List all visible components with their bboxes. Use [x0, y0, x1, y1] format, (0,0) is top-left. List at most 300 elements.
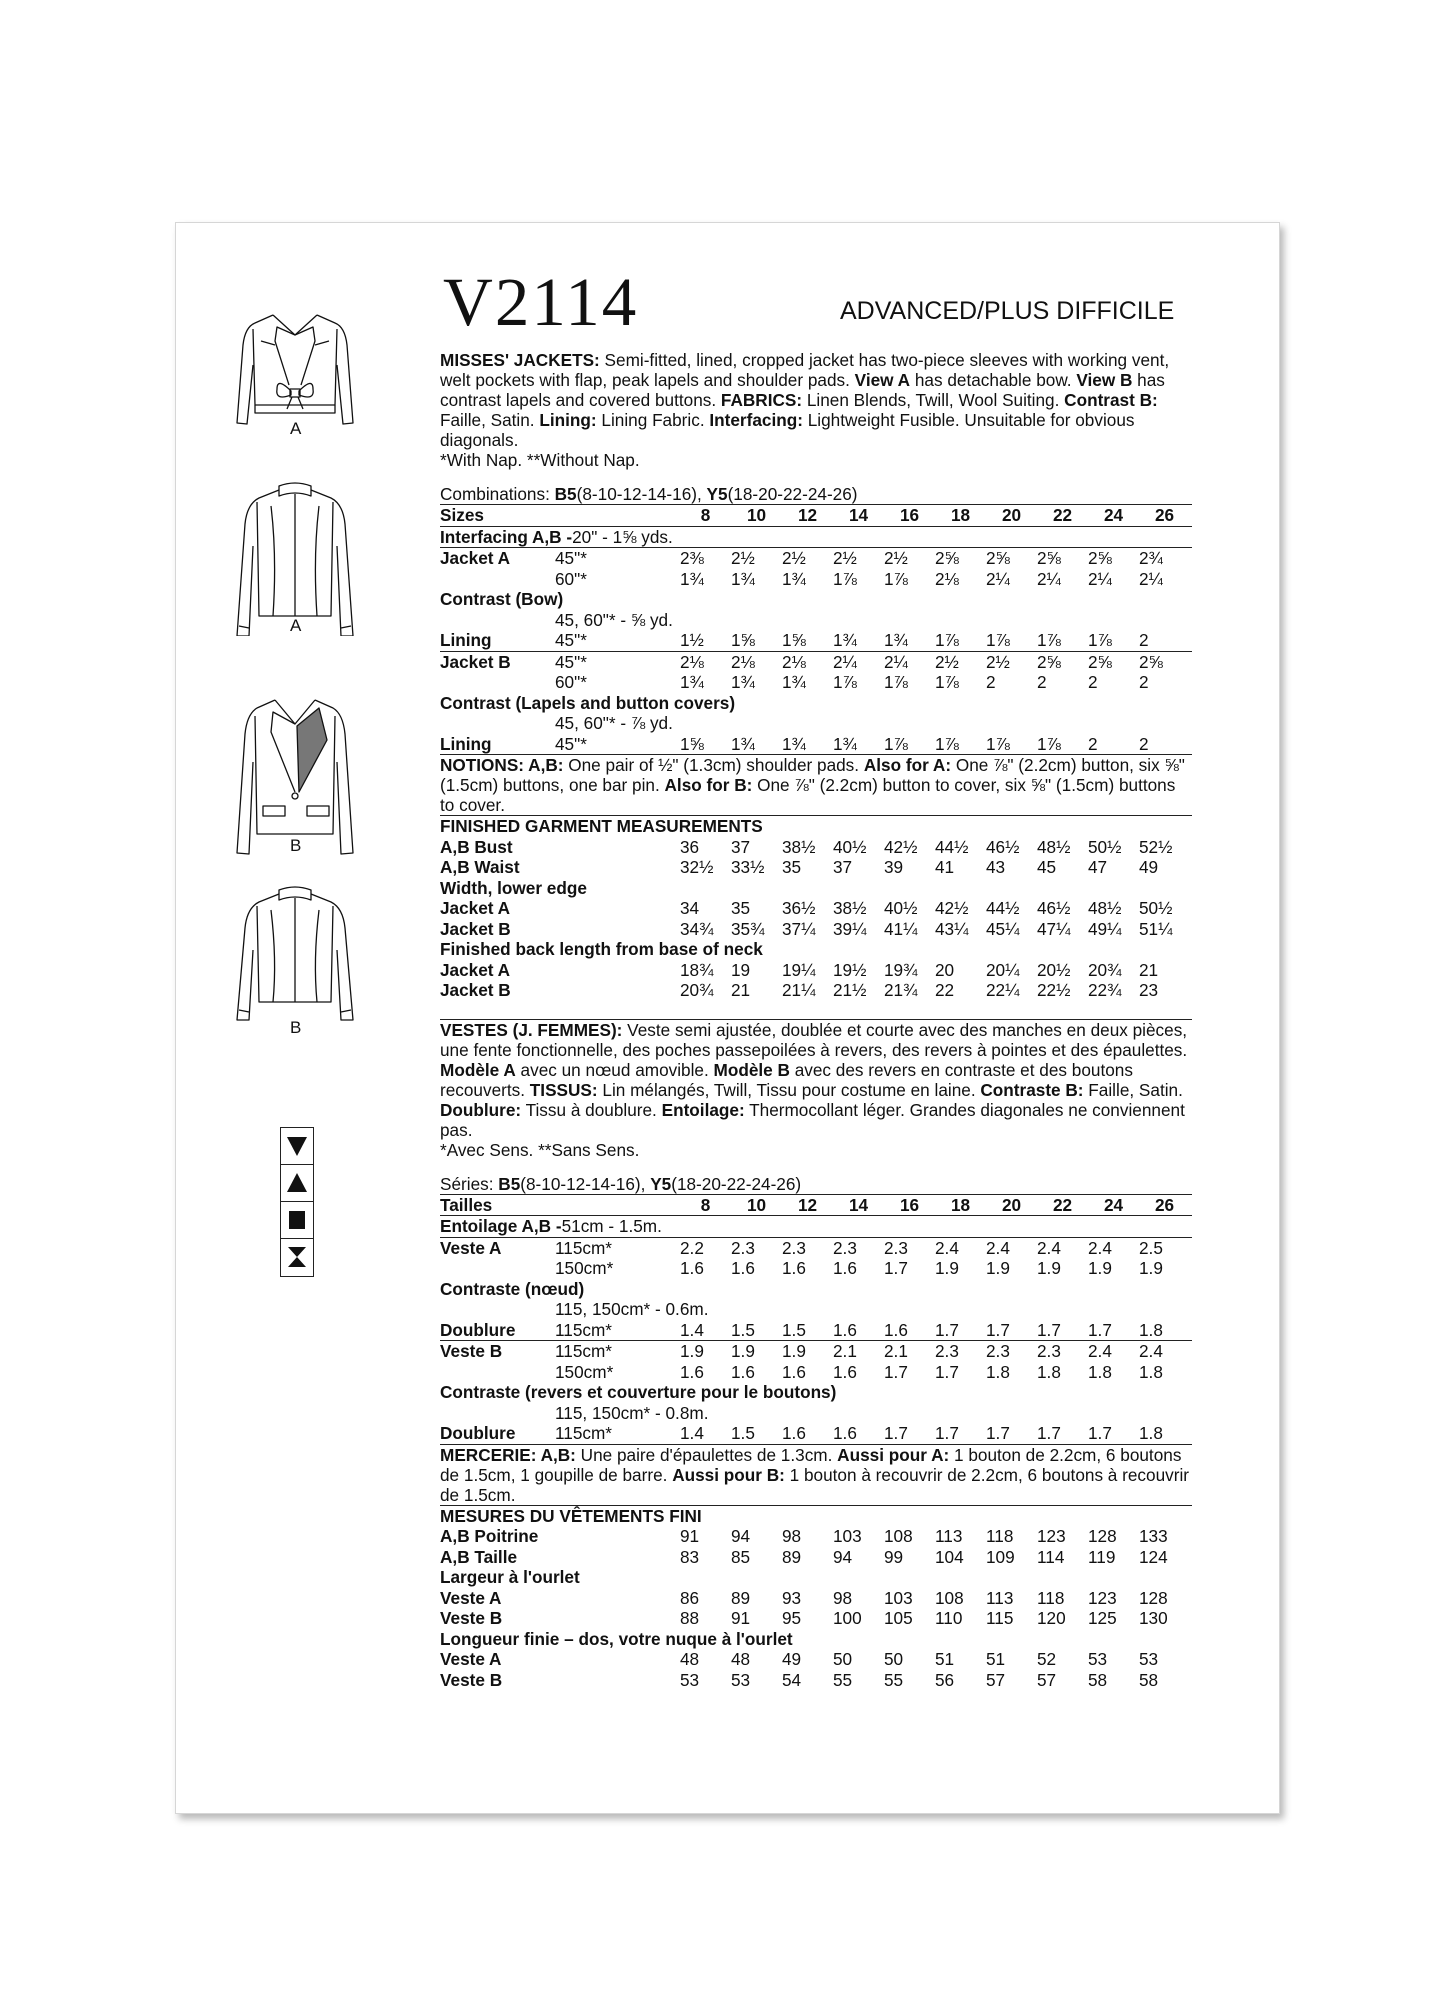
- yardage-cell: 2: [1139, 672, 1149, 692]
- measurement-cell: 48: [680, 1649, 700, 1669]
- nap-note: *Avec Sens. **Sans Sens.: [440, 1139, 640, 1160]
- yardage-label: Jacket A: [440, 548, 511, 568]
- bold-run: MISSES' JACKETS:: [440, 350, 600, 370]
- fabric-width: 60"*: [555, 568, 587, 589]
- spacer: [555, 1526, 680, 1547]
- measurement-group-title: Longueur finie – dos, votre nuque à l'ourlet: [440, 1628, 793, 1649]
- bold-run: MERCERIE: A,B:: [440, 1444, 576, 1465]
- measurement-row: [440, 857, 1192, 878]
- yardage-cell: 2½: [884, 548, 908, 568]
- combination-code: Y5: [650, 1173, 672, 1194]
- spacer: [555, 1195, 680, 1216]
- yardage-cell: 1.6: [782, 1423, 806, 1443]
- size-cell: 8: [700, 505, 711, 525]
- combination-sizes: (18-20-22-24-26): [671, 1173, 802, 1194]
- yardage-cell: 1.6: [833, 1361, 857, 1382]
- yardage-cell: 1⅞: [833, 672, 857, 692]
- yardage-cell: 2.2: [680, 1237, 704, 1258]
- measurement-cell: 34¾: [680, 918, 714, 939]
- measurement-cell: 89: [782, 1546, 802, 1567]
- measurement-cell: 94: [833, 1546, 853, 1567]
- measurement-cell: 99: [884, 1546, 904, 1567]
- size-cell: 22: [1052, 505, 1073, 525]
- yardage-cell: 1¾: [833, 630, 857, 650]
- bold-run: Modèle A: [440, 1059, 516, 1080]
- size-cell: 22: [1052, 1194, 1073, 1215]
- yardage-group-title: Contraste (revers et couverture pour le boutons): [440, 1382, 837, 1402]
- yardage-cell: 1.7: [1088, 1319, 1112, 1340]
- measurement-cell: 125: [1088, 1608, 1117, 1628]
- yardage-cell: 1¾: [680, 568, 704, 589]
- yardage-cell: 1.6: [782, 1258, 806, 1278]
- yardage-cell: 2¼: [1139, 568, 1163, 589]
- spacer: [555, 1649, 680, 1670]
- yardage-cell: 2: [1088, 672, 1098, 692]
- yardage-cell: 2¼: [833, 651, 857, 672]
- fabric-width: 115cm*: [555, 1237, 612, 1258]
- measurement-cell: 18¾: [680, 959, 714, 980]
- spacer: [555, 857, 680, 878]
- measurement-cell: 85: [731, 1546, 751, 1567]
- measurement-cell: 88: [680, 1608, 700, 1628]
- measurement-cell: 118: [1037, 1587, 1065, 1608]
- measurement-cell: 47: [1088, 857, 1108, 877]
- measurement-cell: 45: [1037, 857, 1057, 877]
- measurement-label: Veste B: [440, 1669, 503, 1690]
- yardage-cell: 2: [1139, 733, 1149, 754]
- bold-run: TISSUS:: [529, 1079, 598, 1100]
- jacket-front-contrast-lapels-icon: [215, 688, 375, 858]
- spacer: [440, 1403, 555, 1424]
- measurement-cell: 51: [986, 1649, 1006, 1669]
- yardage-label: Lining: [440, 630, 492, 650]
- yardage-label: Jacket B: [440, 651, 511, 672]
- measurement-cell: 44½: [935, 836, 969, 857]
- spacer: [555, 1547, 680, 1568]
- bold-run: FABRICS:: [720, 390, 803, 410]
- view-label: A: [290, 419, 302, 438]
- yardage-cell: 1.6: [680, 1361, 704, 1382]
- pattern-content: [440, 350, 1192, 1690]
- yardage-cell: 1.5: [731, 1423, 755, 1443]
- measurement-cell: 55: [884, 1669, 904, 1690]
- sizes-header-row: [440, 504, 1192, 526]
- measurement-cell: 56: [935, 1669, 955, 1690]
- yardage-cell: 1⅝: [680, 733, 704, 754]
- yardage-cell: 2⅝: [1037, 548, 1061, 568]
- nap-symbols: [280, 1127, 314, 1277]
- yardage-cell: 2⅝: [986, 548, 1010, 568]
- measurement-cell: 113: [986, 1587, 1014, 1608]
- measurement-cell: 50: [884, 1649, 904, 1669]
- yardage-value: 51cm - 1.5m.: [561, 1216, 662, 1236]
- bold-run: Also for B:: [664, 775, 753, 795]
- measurement-cell: 42½: [884, 836, 918, 857]
- spacer: [555, 980, 680, 1001]
- triangle-down-icon: [286, 1135, 308, 1157]
- measurement-cell: 53: [680, 1669, 700, 1690]
- yardage-cell: 1⅞: [884, 672, 908, 692]
- yardage-note-text: 45, 60"* - ⅝ yd.: [555, 609, 673, 630]
- yardage-cell: 1.8: [986, 1361, 1010, 1382]
- yardage-cell: 2: [1139, 630, 1149, 650]
- measurement-cell: 119: [1088, 1546, 1116, 1567]
- yardage-cell: 1¾: [782, 672, 806, 692]
- fabric-width: 60"*: [555, 672, 587, 692]
- size-cell: 16: [899, 505, 920, 525]
- measurement-label: Jacket A: [440, 959, 511, 980]
- size-cell: 12: [797, 1194, 818, 1215]
- yardage-cell: 1.4: [680, 1423, 704, 1443]
- yardage-cell: 1⅞: [1037, 630, 1061, 650]
- size-cell: 24: [1103, 1194, 1124, 1215]
- yardage-cell: 1¾: [782, 568, 806, 589]
- yardage-note: [440, 610, 1192, 631]
- yardage-cell: 1.8: [1037, 1361, 1061, 1382]
- measurement-group-title: Finished back length from base of neck: [440, 939, 763, 959]
- measurement-label: Veste A: [440, 1587, 502, 1608]
- yardage-row: [440, 651, 1192, 673]
- measurement-cell: 100: [833, 1608, 862, 1628]
- bold-run: Doublure:: [440, 1099, 522, 1120]
- size-cell: 24: [1103, 505, 1124, 525]
- yardage-label: [440, 1362, 555, 1383]
- spacer: [555, 960, 680, 981]
- measurement-cell: 114: [1037, 1546, 1065, 1567]
- measurement-cell: 38½: [833, 898, 867, 918]
- yardage-cell: 1.8: [1139, 1361, 1163, 1382]
- yardage-cell: 1.4: [680, 1319, 704, 1340]
- measurement-cell: 33½: [731, 857, 765, 877]
- spacer: [555, 1670, 680, 1691]
- view-label: A: [290, 616, 302, 635]
- yardage-cell: 1.6: [833, 1319, 857, 1340]
- yardage-note-text: 115, 150cm* - 0.8m.: [555, 1402, 709, 1423]
- measurement-cell: 57: [986, 1669, 1006, 1690]
- measurement-cell: 120: [1037, 1608, 1066, 1628]
- combination-sizes: (8-10-12-14-16),: [576, 484, 707, 504]
- yardage-cell: 1¾: [782, 733, 806, 754]
- measurement-cell: 98: [782, 1526, 802, 1546]
- combinations-label: Combinations:: [440, 484, 555, 504]
- yardage-cell: 2½: [986, 651, 1010, 672]
- view-a-back: [215, 476, 375, 636]
- measurement-cell: 51¼: [1139, 918, 1173, 939]
- yardage-note: [440, 1403, 1192, 1424]
- size-cell: 10: [746, 1194, 767, 1215]
- yardage-note-text: 115, 150cm* - 0.6m.: [555, 1299, 709, 1319]
- bold-run: Lining:: [539, 410, 597, 430]
- measurement-label: Veste B: [440, 1608, 503, 1628]
- yardage-note: [440, 1299, 1192, 1320]
- description: VESTES (J. FEMMES): Veste semi ajustée, doublée et courte avec des manches en deux pièces, une fente fonctionnelle, des poches passepoilées à revers, des revers à pointes et des épaulettes. Modèle A avec un nœud amovible. Modèle B avec des revers en contraste et des boutons recouverts. TISSUS: Lin mélangés, Twill, Tissu pour costume en laine. Contraste B: Faille, Satin. Doublure: Tissu à doublure. Entoilage: Thermocollant léger. Grandes diagonales ne conviennent pas.: [440, 1019, 1192, 1140]
- yardage-cell: 1⅞: [833, 568, 857, 589]
- notions: NOTIONS: A,B: One pair of ½" (1.3cm) shoulder pads. Also for A: One ⅞" (2.2cm) button, six ⅝" (1.5cm) buttons, one bar pin. Also for B: One ⅞" (2.2cm) button to cover, six ⅝" (1.5cm) buttons to cover.: [440, 754, 1192, 815]
- yardage-row: [440, 1362, 1192, 1383]
- measurement-group-title: Width, lower edge: [440, 877, 587, 898]
- sizes-header-row: [440, 1194, 1192, 1216]
- yardage-cell: 2.1: [833, 1341, 857, 1361]
- yardage-cell: 1.6: [731, 1258, 755, 1278]
- view-label: B: [290, 836, 302, 855]
- yardage-row: [440, 1423, 1192, 1444]
- measurement-cell: 21: [731, 980, 751, 1000]
- yardage-cell: 1.9: [986, 1258, 1010, 1278]
- yardage-cell: 2.4: [986, 1237, 1010, 1258]
- measurement-cell: 39¼: [833, 918, 867, 939]
- spacer: [555, 919, 680, 940]
- yardage-cell: 2½: [782, 548, 806, 568]
- yardage-cell: 1.7: [1088, 1423, 1112, 1443]
- yardage-row: [440, 569, 1192, 590]
- measurement-group-title: Largeur à l'ourlet: [440, 1567, 580, 1587]
- measurement-cell: 51: [935, 1649, 955, 1669]
- yardage-cell: 1.7: [1037, 1319, 1061, 1340]
- yardage-cell: 1.6: [680, 1258, 704, 1278]
- measurement-cell: 83: [680, 1546, 700, 1567]
- yardage-cell: 1¾: [731, 672, 755, 692]
- yardage-cell: 1⅞: [986, 630, 1010, 650]
- yardage-cell: 2¼: [1088, 568, 1112, 589]
- measurement-label: Jacket B: [440, 918, 511, 939]
- jacket-front-with-bow-icon: [215, 305, 375, 435]
- measurement-row: [440, 1670, 1192, 1691]
- measurement-cell: 54: [782, 1669, 802, 1690]
- measurement-label: A,B Waist: [440, 857, 520, 877]
- measurement-cell: 58: [1088, 1669, 1108, 1690]
- yardage-cell: 2⅝: [1139, 651, 1163, 672]
- measurement-cell: 50½: [1088, 836, 1122, 857]
- yardage-row: [440, 734, 1192, 755]
- combination-sizes: (18-20-22-24-26): [727, 484, 858, 504]
- measurement-cell: 19¼: [782, 959, 816, 980]
- measurement-label: Veste A: [440, 1649, 502, 1669]
- measurement-cell: 22¾: [1088, 980, 1122, 1000]
- measurement-row: [440, 1649, 1192, 1670]
- yardage-cell: 1⅞: [935, 672, 959, 692]
- yardage-cell: 1.6: [884, 1319, 908, 1340]
- yardage-row: [440, 1340, 1192, 1362]
- measurement-cell: 98: [833, 1587, 853, 1608]
- yardage-cell: 1½: [680, 630, 704, 650]
- bold-run: View A: [854, 370, 911, 390]
- yardage-label: Lining: [440, 733, 492, 754]
- measurement-cell: 23: [1139, 980, 1159, 1000]
- yardage-label: Doublure: [440, 1319, 516, 1340]
- measurement-cell: 21½: [833, 980, 867, 1000]
- measurement-cell: 36: [680, 836, 700, 857]
- bold-run: Contrast B:: [1064, 390, 1158, 410]
- yardage-cell: 2⅝: [935, 548, 959, 568]
- yardage-cell: 2.3: [986, 1341, 1010, 1361]
- yardage-cell: 2: [986, 672, 996, 692]
- measurement-cell: 52: [1037, 1649, 1057, 1669]
- yardage-cell: 1¾: [731, 568, 755, 589]
- yardage-cell: 2.1: [884, 1341, 908, 1361]
- yardage-cell: 2¼: [986, 568, 1010, 589]
- yardage-cell: 1.7: [884, 1361, 908, 1382]
- measurement-cell: 50: [833, 1649, 853, 1669]
- measurement-cell: 20¾: [1088, 959, 1122, 980]
- spacer: [440, 713, 555, 734]
- measurement-cell: 53: [1088, 1649, 1108, 1669]
- yardage-cell: 2.4: [1037, 1237, 1061, 1258]
- nap-note: *With Nap. **Without Nap.: [440, 450, 640, 470]
- measurement-cell: 20: [935, 959, 955, 980]
- yardage-cell: 1.9: [1037, 1258, 1061, 1278]
- yardage-cell: 1¾: [884, 630, 908, 650]
- measurement-cell: 53: [731, 1669, 751, 1690]
- pattern-number: V2114: [443, 264, 639, 340]
- fabric-width: 45"*: [555, 651, 587, 672]
- combination-code: B5: [554, 484, 577, 504]
- measurement-label: Jacket B: [440, 980, 511, 1000]
- measurement-cell: 45¼: [986, 918, 1020, 939]
- measurements-title: MESURES DU VÊTEMENTS FINI: [440, 1505, 1192, 1527]
- triangle-up-icon: [286, 1172, 308, 1194]
- yardage-label: [440, 569, 555, 590]
- yardage-label: Veste A: [440, 1237, 502, 1258]
- measurement-cell: 103: [833, 1526, 862, 1546]
- bold-run: Modèle B: [713, 1059, 790, 1080]
- measurement-row: [440, 1547, 1192, 1568]
- yardage-cell: 1.7: [884, 1258, 908, 1278]
- sizes-label: Sizes: [440, 505, 484, 525]
- view-a-front: [215, 305, 375, 438]
- bold-run: VESTES (J. FEMMES):: [440, 1019, 623, 1040]
- yardage-cell: 1.9: [1088, 1258, 1112, 1278]
- view-label: B: [290, 1018, 302, 1037]
- combinations-label: Séries:: [440, 1173, 499, 1194]
- combinations-line: [440, 1174, 1192, 1194]
- measurement-cell: 52½: [1139, 836, 1173, 857]
- notions: MERCERIE: A,B: Une paire d'épaulettes de 1.3cm. Aussi pour A: 1 bouton de 2.2cm, 6 boutons de 1.5cm, 1 goupille de barre. Aussi pour B: 1 bouton à recouvrir de 2.2cm, 6 boutons à recouvrir de 1.5cm.: [440, 1444, 1192, 1505]
- measurement-cell: 57: [1037, 1669, 1057, 1690]
- hourglass-icon: [286, 1246, 308, 1268]
- measurement-cell: 20½: [1037, 959, 1071, 980]
- yardage-cell: 2.3: [731, 1237, 755, 1258]
- yardage-cell: 2⅝: [1088, 651, 1112, 672]
- yardage-label: Doublure: [440, 1423, 516, 1443]
- yardage-cell: 1.7: [986, 1423, 1010, 1443]
- fabric-width: 115cm*: [555, 1319, 612, 1340]
- yardage-cell: 1¾: [833, 733, 857, 754]
- measurement-row: [440, 919, 1192, 940]
- yardage-cell: 2¼: [884, 651, 908, 672]
- yardage-cell: 1⅞: [935, 733, 959, 754]
- yardage-row: [440, 547, 1192, 569]
- bold-run: NOTIONS: A,B:: [440, 755, 564, 775]
- measurement-cell: 46½: [986, 836, 1020, 857]
- yardage-cell: 2: [1088, 733, 1098, 754]
- measurement-label: A,B Taille: [440, 1546, 518, 1567]
- yardage-cell: 1.7: [986, 1319, 1010, 1340]
- measurement-cell: 36½: [782, 898, 816, 918]
- yardage-cell: 2.5: [1139, 1237, 1163, 1258]
- yardage-cell: 2½: [935, 651, 959, 672]
- yardage-cell: 2.3: [1037, 1341, 1061, 1361]
- measurement-cell: 22: [935, 980, 955, 1000]
- view-b-front: [215, 688, 375, 858]
- measurement-cell: 113: [935, 1526, 963, 1546]
- measurement-cell: 94: [731, 1526, 751, 1546]
- yardage-note-text: 45, 60"* - ⅞ yd.: [555, 713, 673, 733]
- yardage-cell: 1⅞: [935, 630, 959, 650]
- yardage-row: [440, 672, 1192, 693]
- yardage-cell: 2.4: [1088, 1341, 1112, 1361]
- measurement-cell: 123: [1088, 1587, 1117, 1608]
- measurement-cell: 89: [731, 1587, 751, 1608]
- measurement-cell: 21: [1139, 959, 1159, 980]
- bold-run: Interfacing:: [709, 410, 803, 430]
- jacket-back-icon: [215, 880, 375, 1030]
- measurement-cell: 48½: [1037, 836, 1071, 857]
- combinations-line: [440, 484, 1192, 504]
- measurement-cell: 58: [1139, 1669, 1159, 1690]
- size-cell: 20: [1001, 1194, 1022, 1215]
- yardage-row: [440, 1258, 1192, 1279]
- bold-run: Also for A:: [863, 755, 952, 775]
- bold-run: Aussi pour B:: [672, 1464, 785, 1485]
- size-cell: 10: [746, 505, 767, 525]
- measurement-cell: 103: [884, 1587, 913, 1608]
- size-cell: 12: [797, 505, 818, 525]
- yardage-cell: 1¾: [731, 733, 755, 754]
- measurement-cell: 46½: [1037, 898, 1071, 918]
- measurement-cell: 49¼: [1088, 918, 1122, 939]
- size-cell: 26: [1154, 505, 1175, 525]
- measurement-row: [440, 960, 1192, 981]
- yardage-label: [440, 672, 555, 693]
- yardage-label: [440, 1258, 555, 1279]
- size-cell: 26: [1154, 1194, 1175, 1215]
- measurement-row: [440, 898, 1192, 919]
- measurement-row: [440, 1526, 1192, 1547]
- measurement-cell: 49: [782, 1649, 802, 1669]
- size-cell: 14: [848, 505, 869, 525]
- measurement-cell: 48½: [1088, 898, 1122, 918]
- yardage-cell: 1.6: [833, 1423, 857, 1443]
- measurement-cell: 40½: [884, 898, 918, 918]
- jacket-back-icon: [215, 476, 375, 636]
- measurement-cell: 41: [935, 857, 955, 877]
- yardage-cell: 1.8: [1139, 1423, 1163, 1443]
- yardage-cell: 1⅞: [1088, 630, 1112, 650]
- yardage-cell: 2.3: [884, 1237, 908, 1258]
- yardage-cell: 2⅜: [680, 548, 704, 568]
- size-cell: 18: [950, 1194, 971, 1215]
- spacer: [555, 837, 680, 858]
- yardage-value: 20" - 1⅝ yds.: [572, 526, 673, 547]
- sizes-label: Tailles: [440, 1194, 493, 1215]
- size-cell: 20: [1001, 505, 1022, 525]
- combination-code: B5: [498, 1173, 521, 1194]
- yardage-cell: 2⅝: [1088, 548, 1112, 568]
- measurement-cell: 133: [1139, 1526, 1168, 1546]
- yardage-cell: 2¾: [1139, 548, 1163, 568]
- yardage-cell: 1.9: [935, 1258, 959, 1278]
- measurement-cell: 37¼: [782, 918, 816, 939]
- yardage-row: [440, 526, 1192, 548]
- yardage-cell: 2⅛: [935, 568, 959, 589]
- measurement-cell: 47¼: [1037, 918, 1071, 939]
- yardage-row: [440, 1237, 1192, 1259]
- yardage-cell: 2⅛: [782, 651, 806, 672]
- measurement-cell: 48: [731, 1649, 751, 1669]
- yardage-cell: 2.4: [1139, 1341, 1163, 1361]
- yardage-cell: 1.7: [884, 1423, 908, 1443]
- measurement-cell: 95: [782, 1608, 802, 1628]
